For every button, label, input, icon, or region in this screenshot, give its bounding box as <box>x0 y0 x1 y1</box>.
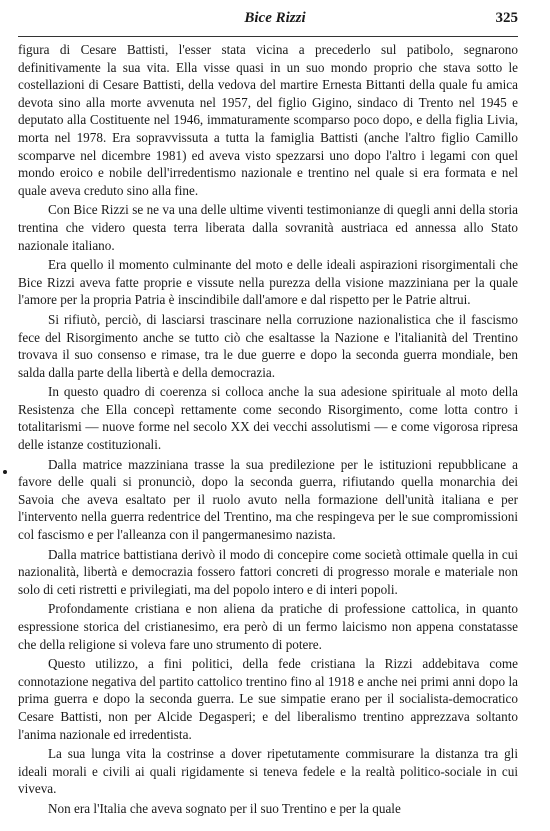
paragraph: figura di Cesare Battisti, l'esser stata vicina a precederlo sul patibolo, segnarono definitivamente la sua vita. Ella visse quasi in un suo mondo proprio che stava sotto le costellazioni di Cesare Battisti, della vedova del martire Ernesta Bittanti della quale fu amica devota sino alla morte avvenuta nel 1957, del figlio Gigino, sindaco di Trento nel 1945 e deputato alla Costituente nel 1946, immaturamente scomparso poco dopo, e della figlia Livia, morta nel 1978. Era sopravvissuta a tutta la famiglia Battisti (anche l'altro figlio Camillo scomparve nel dicembre 1981) ed aveva visto spezzarsi uno dopo l'altro i legami con quel mondo eroico e nobile dell'irredentismo nazionale e trentino nel quale si era formata e nel quale aveva creduto sino alla fine. <box>18 42 518 198</box>
paragraph: Questo utilizzo, a fini politici, della fede cristiana la Rizzi addebitava come connotazione negativa del partito cattolico trentino fino al 1918 e anche nei primi anni dopo la prima guerra e dopo la seconda guerra. Le sue simpatie erano per il socialista-democratico Cesare Battisti, non per Alcide Degasperi; e del liberalismo trentino apprezzava soltanto l'anima nazionale ed irredentista. <box>18 656 518 742</box>
paragraph: Dalla matrice battistiana derivò il modo di concepire come società ottimale quella in cui nazionalità, libertà e democrazia fossero fattori concreti di progresso morale e materiale non solo di ceti ristretti e privilegiati, ma del popolo intero e di interi popoli. <box>18 546 518 597</box>
paragraph: Con Bice Rizzi se ne va una delle ultime viventi testimonianze di quegli anni della storia trentina che videro questa terra liberata dalla sovranità austriaca ed annessa allo Stato nazionale italiano. <box>18 202 518 253</box>
page-header <box>0 10 550 34</box>
header-rule <box>18 36 518 37</box>
body-text <box>18 41 518 818</box>
page-number: 325 <box>495 10 518 26</box>
paragraph: Si rifiutò, perciò, di lasciarsi trascinare nella corruzione nazionalistica che il fascismo fece del Risorgimento anche se tutto ciò che esaltasse la Nazione e l'italianità del Trentino trovava il suo consenso e rimase, tra le due guerre e dopo la seconda guerra mondiale, ben salda dalla parte della libertà e della democrazia. <box>18 311 518 380</box>
paragraph: La sua lunga vita la costrinse a dover ripetutamente commisurare la distanza tra gli ideali morali e civili ai quali rigidamente si teneva fedele e la realtà politico-sociale in cui viveva. <box>18 746 518 797</box>
paragraph: In questo quadro di coerenza si colloca anche la sua adesione spirituale al moto della Resistenza che Ella concepì rettamente come secondo Risorgimento, come lotta contro i totalitarismi — nuove forme nel secolo XX dei vecchi assolutismi — e come vigorosa ripresa delle istanze costituzionali. <box>18 384 518 453</box>
paragraph: Era quello il momento culminante del moto e delle ideali aspirazioni risorgimentali che Bice Rizzi aveva fatte proprie e vissute nella purezza della visione mazziniana per la quale l'amore per la propria Patria è inscindibile dall'amore e dal rispetto per le Patrie altrui. <box>18 257 518 308</box>
paragraph: Dalla matrice mazziniana trasse la sua predilezione per le istituzioni repubblicane a favore delle quali si pronunciò, dopo la seconda guerra, rifiutando quella monarchia dei Savoia che aveva esaltato per il ruolo avuto nella formazione dell'unità italiana e per l'intervento nella guerra redentrice del Trentino, ma che respingeva per le sue compromissioni col fascismo e per l'alleanza con il pangermanesimo nazista. <box>18 456 518 543</box>
running-title: Bice Rizzi <box>244 10 306 26</box>
paragraph: Non era l'Italia che aveva sognato per il suo Trentino e per la quale <box>48 800 401 816</box>
paragraph: Profondamente cristiana e non aliena da pratiche di professione cattolica, in quanto espressione storica del cristianesimo, era però di un fermo laicismo non appena constatasse che della religione si voleva fare uno strumento di potere. <box>18 601 518 652</box>
margin-mark <box>3 470 7 474</box>
